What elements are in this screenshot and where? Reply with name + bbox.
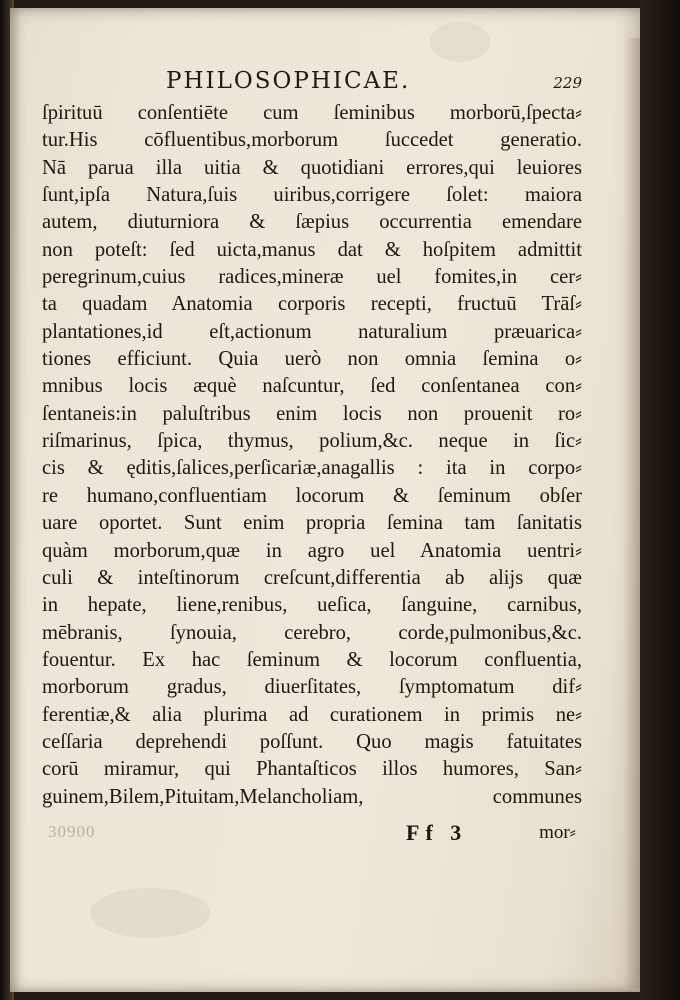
- text-line: mēbranis, ſynouia, cerebro, corde,pulmonibus,&c.: [42, 621, 582, 644]
- text-line: ferentiæ,& alia plurima ad curationem in primis ne⸗: [42, 703, 582, 726]
- text-line: ta quadam Anatomia corporis recepti, fructuū Trāſ⸗: [42, 293, 582, 316]
- text-line: mnibus locis æquè naſcuntur, ſed conſentanea con⸗: [42, 375, 582, 398]
- book-page: [10, 8, 640, 992]
- text-line: fouentur. Ex hac ſeminum & locorum confluentia,: [42, 648, 582, 671]
- page-footer: [42, 820, 582, 850]
- text-line: ſunt,ipſa Natura,ſuis uiribus,corrigere ſolet: maiora: [42, 184, 582, 207]
- text-line: autem, diuturniora & ſæpius occurrentia emendare: [42, 211, 582, 234]
- text-line: quàm morborum,quæ in agro uel Anatomia uentri⸗: [42, 539, 582, 562]
- paper-stain: [430, 22, 490, 62]
- text-line: uare oportet. Sunt enim propria ſemina tam ſanitatis: [42, 512, 582, 535]
- text-line: tur.His cōfluentibus,morborum ſuccedet generatio.: [42, 129, 582, 152]
- catchword: mor⸗: [539, 822, 576, 843]
- text-line: Nā parua illa uitia & quotidiani errores,qui leuiores: [42, 156, 582, 179]
- page-header: [42, 68, 582, 100]
- text-line: guinem,Bilem,Pituitam,Melancholiam, communes: [42, 785, 582, 808]
- body-text: [42, 100, 582, 811]
- running-title: PHILOSOPHICAE.: [166, 68, 411, 94]
- text-line: morborum gradus, diuerſitates, ſymptomatum dif⸗: [42, 676, 582, 699]
- text-line: ceſſaria deprehendi poſſunt. Quo magis fatuitates: [42, 730, 582, 753]
- dark-background-edge: [640, 0, 680, 1000]
- text-line: non poteſt: ſed uicta,manus dat & hoſpitem admittit: [42, 238, 582, 261]
- text-line: riſmarinus, ſpica, thymus, polium,&c. neque in ſic⸗: [42, 430, 582, 453]
- text-line: peregrinum,cuius radices,mineræ uel fomites,in cer⸗: [42, 266, 582, 289]
- text-line: corū miramur, qui Phantaſticos illos humores, San⸗: [42, 758, 582, 781]
- signature-mark: Ff 3: [406, 820, 468, 845]
- text-line: ſpirituū conſentiēte cum ſeminibus morborū,ſpecta⸗: [42, 102, 582, 124]
- text-line: ſentaneis:in paluſtribus enim locis non prouenit ro⸗: [42, 402, 582, 425]
- text-line: plantationes,id eſt,actionum naturalium præuarica⸗: [42, 320, 582, 343]
- paper-stain: [90, 888, 210, 938]
- faded-stamp: 30900: [48, 822, 96, 841]
- page-number: 229: [553, 74, 582, 92]
- text-line: tiones efficiunt. Quia uerò non omnia ſemina o⸗: [42, 348, 582, 371]
- text-line: culi & inteſtinorum creſcunt,differentia ab alijs quæ: [42, 566, 582, 589]
- text-line: cis & ęditis,ſalices,perſicariæ,anagallis : ita in corpo⸗: [42, 457, 582, 480]
- text-line: re humano,confluentiam locorum & ſeminum obſer: [42, 484, 582, 507]
- text-line: in hepate, liene,renibus, ueſica, ſanguine, carnibus,: [42, 594, 582, 617]
